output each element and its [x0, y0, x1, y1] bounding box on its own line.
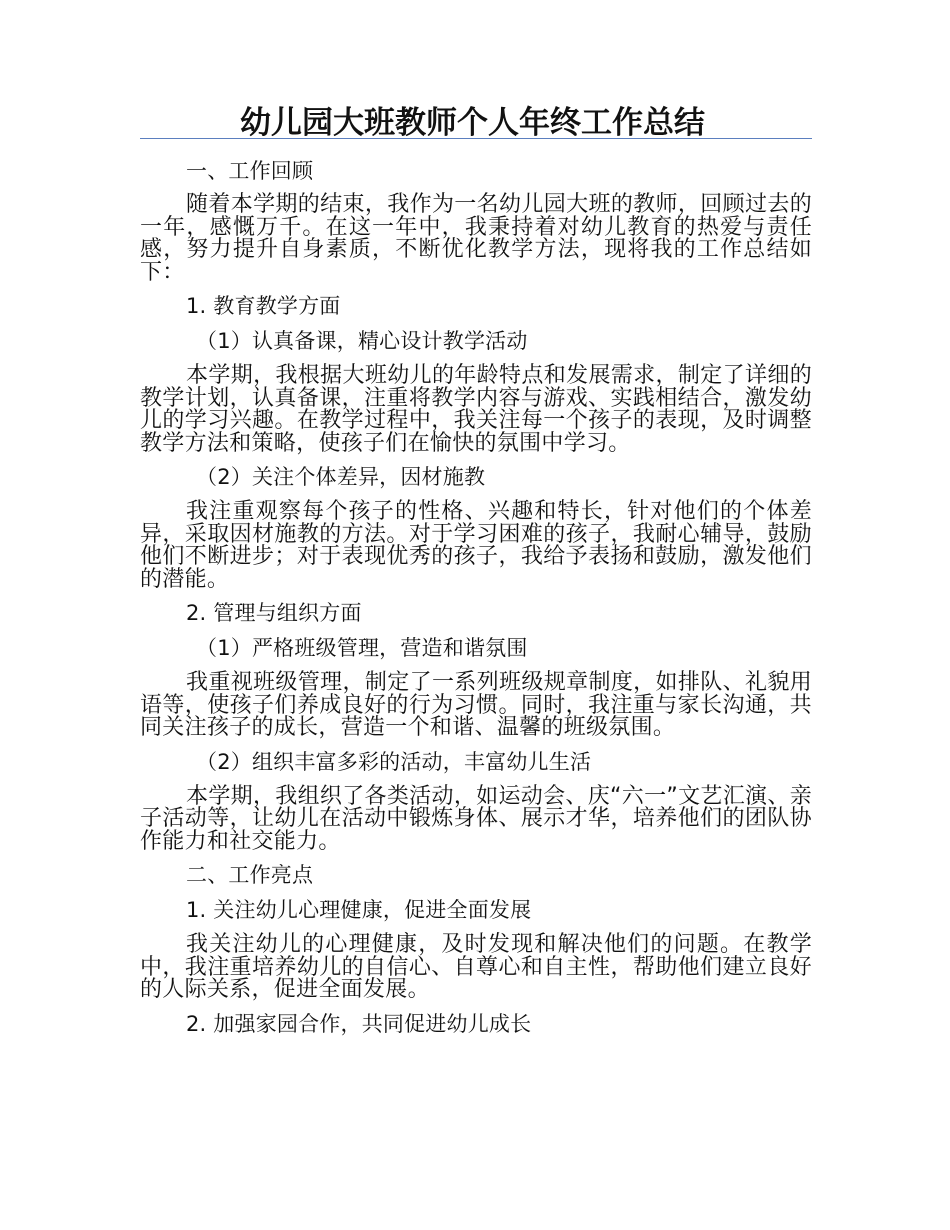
- paragraph: 我注重观察每个孩子的性格、兴趣和特长，针对他们的个体差异，采取因材施教的方法。对于学习困难的孩子，我耐心辅导，鼓励他们不断进步；对于表现优秀的孩子，我给予表扬和鼓励，激发他们的潜能。: [140, 499, 812, 592]
- subsection-heading: （1）严格班级管理，营造和谐氛围: [196, 636, 528, 660]
- document-body: [140, 150, 812, 1037]
- document-title: 幼儿园大班教师个人年终工作总结: [240, 105, 705, 141]
- subsection-heading: （2）组织丰富多彩的活动，丰富幼儿生活: [196, 749, 592, 774]
- paragraph: 随着本学期的结束，我作为一名幼儿园大班的教师，回顾过去的一年，感慨万千。在这一年中，我秉持着对幼儿教育的热爱与责任感，努力提升自身素质，不断优化教学方法，现将我的工作总结如下：: [140, 192, 812, 285]
- paragraph: 本学期，我根据大班幼儿的年龄特点和发展需求，制定了详细的教学计划，认真备课，注重将教学内容与游戏、实践相结合，激发幼儿的学习兴趣。在教学过程中，我关注每一个孩子的表现，及时调整教学方法和策略，使孩子们在愉快的氛围中学习。: [140, 363, 812, 456]
- subsection-heading: （1）认真备课，精心设计教学活动: [196, 329, 528, 353]
- paragraph: 我重视班级管理，制定了一系列班级规章制度，如排队、礼貌用语等，使孩子们养成良好的行为习惯。同时，我注重与家长沟通，共同关注孩子的成长，营造一个和谐、温馨的班级氛围。: [140, 670, 812, 740]
- section-heading: 一、工作回顾: [186, 159, 314, 183]
- subsection-heading: （2）关注个体差异，因材施教: [196, 465, 486, 489]
- title-underline: [140, 138, 812, 139]
- section-heading: 1. 关注幼儿心理健康，促进全面发展: [186, 898, 532, 922]
- section-heading: 1. 教育教学方面: [186, 294, 341, 318]
- paragraph: 本学期，我组织了各类活动，如运动会、庆“六一”文艺汇演、亲子活动等，让幼儿在活动中锻炼身体、展示才华，培养他们的团队协作能力和社交能力。: [140, 783, 812, 854]
- section-heading: 2. 管理与组织方面: [186, 601, 362, 625]
- section-heading: 2. 加强家园合作，共同促进幼儿成长: [186, 1011, 532, 1036]
- section-heading: 二、工作亮点: [186, 863, 314, 887]
- paragraph: 我关注幼儿的心理健康，及时发现和解决他们的问题。在教学中，我注重培养幼儿的自信心、自尊心和自主性，帮助他们建立良好的人际关系，促进全面发展。: [140, 932, 812, 1002]
